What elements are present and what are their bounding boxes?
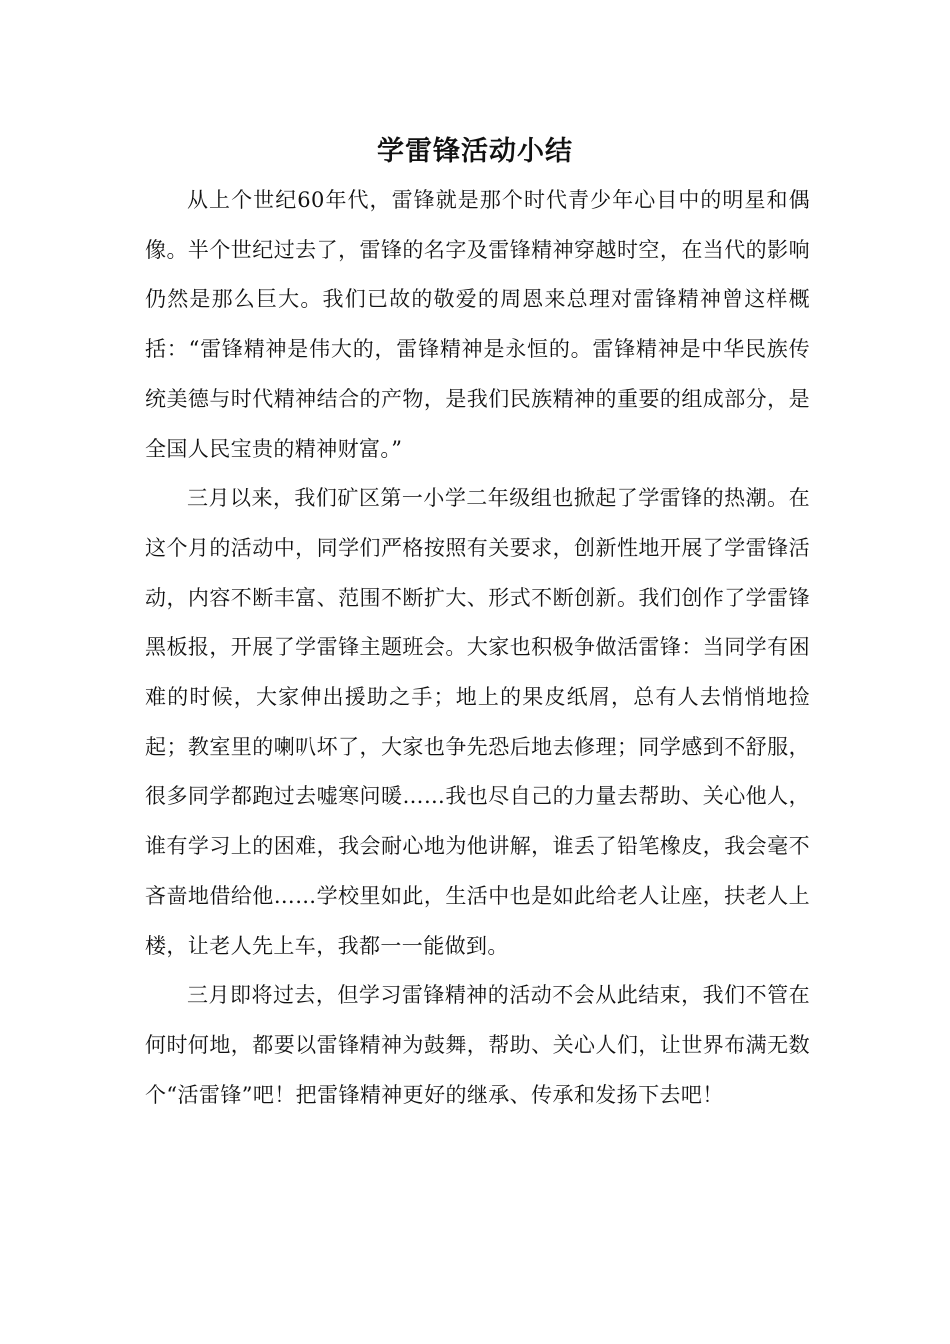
- document-title: 学雷锋活动小结: [377, 136, 573, 167]
- paragraph-2: 三月以来，我们矿区第一小学二年级组也掀起了学雷锋的热潮。在这个月的活动中，同学们严格按照有关要求，创新性地开展了学雷锋活动，内容不断丰富、范围不断扩大、形式不断创新。我们创作了学雷锋黑板报，开展了学雷锋主题班会。大家也积极争做活雷锋：当同学有困难的时候，大家伸出援助之手；地上的果皮纸屑，总有人去悄悄地捡起；教室里的喇叭坏了，大家也争先恐后地去修理；同学感到不舒服，很多同学都跑过去嘘寒问暖……我也尽自己的力量去帮助、关心他人，谁有学习上的困难，我会耐心地为他讲解，谁丢了铅笔橡皮，我会毫不吝啬地借给他……学校里如此，生活中也是如此给老人让座，扶老人上楼，让老人先上车，我都一一能做到。: [145, 486, 810, 958]
- paragraph-3: 三月即将过去，但学习雷锋精神的活动不会从此结束，我们不管在何时何地，都要以雷锋精神为鼓舞，帮助、关心人们，让世界布满无数个“活雷锋”吧！把雷锋精神更好的继承、传承和发扬下去吧！: [145, 983, 810, 1107]
- paragraph-1: 从上个世纪60年代，雷锋就是那个时代青少年心目中的明星和偶像。半个世纪过去了，雷锋的名字及雷锋精神穿越时空，在当代的影响仍然是那么巨大。我们已故的敬爱的周恩来总理对雷锋精神曾这样概括：“雷锋精神是伟大的，雷锋精神是永恒的。雷锋精神是中华民族传统美德与时代精神结合的产物，是我们民族精神的重要的组成部分，是全国人民宝贵的精神财富。”: [145, 188, 810, 461]
- document-body: [145, 176, 810, 1120]
